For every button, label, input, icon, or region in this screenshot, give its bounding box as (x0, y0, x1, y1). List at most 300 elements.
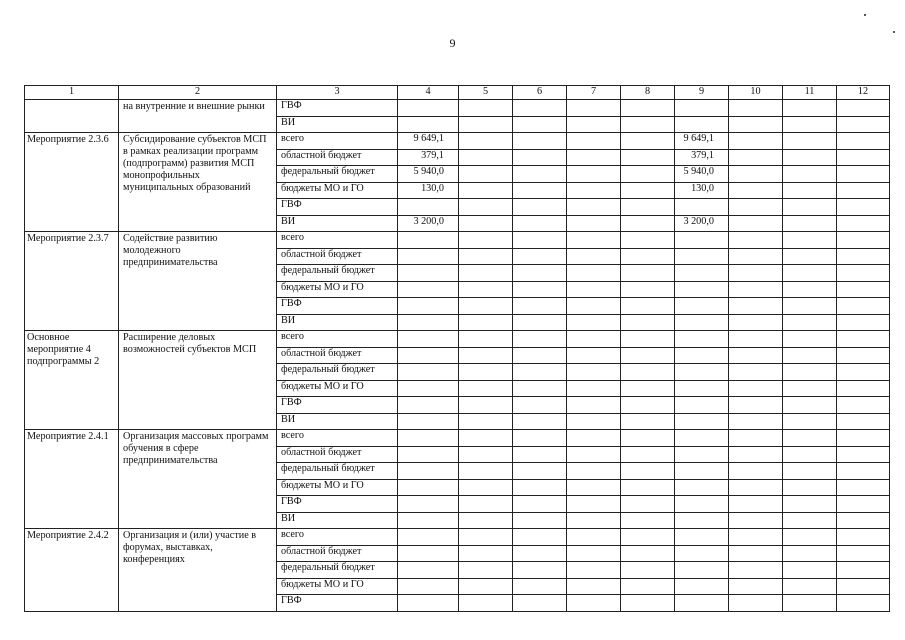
value-cell-col-5 (459, 100, 513, 117)
value-cell-col-12 (837, 380, 890, 397)
value-cell-col-7 (567, 232, 621, 249)
value-cell-col-4 (398, 463, 459, 480)
value-cell-col-5 (459, 479, 513, 496)
value-cell-col-6 (513, 529, 567, 546)
value-cell-col-4 (398, 512, 459, 529)
value-cell-col-9 (675, 463, 729, 480)
value-cell-col-4 (398, 314, 459, 331)
value-cell-col-8 (621, 281, 675, 298)
value-cell-col-11 (783, 430, 837, 447)
value-cell-col-8 (621, 595, 675, 612)
value-cell-col-11 (783, 331, 837, 348)
value-cell-col-11 (783, 364, 837, 381)
value-cell-col-11 (783, 149, 837, 166)
value-cell-col-8 (621, 347, 675, 364)
value-cell-col-12 (837, 182, 890, 199)
value-cell-col-11 (783, 281, 837, 298)
value-cell-col-5 (459, 364, 513, 381)
value-cell-col-6 (513, 463, 567, 480)
value-cell-col-6 (513, 281, 567, 298)
value-cell-col-9 (675, 364, 729, 381)
value-cell-col-6 (513, 413, 567, 430)
value-cell-col-10 (729, 314, 783, 331)
value-cell-col-6 (513, 215, 567, 232)
value-cell-col-10 (729, 446, 783, 463)
measure-cell: Мероприятие 2.4.1 (25, 430, 119, 529)
value-cell-col-4 (398, 397, 459, 414)
value-cell-col-11 (783, 182, 837, 199)
value-cell-col-10 (729, 463, 783, 480)
value-cell-col-10 (729, 430, 783, 447)
funding-source-cell: федеральный бюджет (277, 265, 398, 282)
funding-source-cell: всего (277, 529, 398, 546)
value-cell-col-9 (675, 397, 729, 414)
value-cell-col-12 (837, 314, 890, 331)
value-cell-col-8 (621, 182, 675, 199)
value-cell-col-12 (837, 463, 890, 480)
funding-source-cell: всего (277, 133, 398, 150)
table-row (25, 331, 890, 348)
value-cell-col-7 (567, 364, 621, 381)
value-cell-col-8 (621, 479, 675, 496)
measure-cell (25, 100, 119, 133)
value-cell-col-4 (398, 545, 459, 562)
value-cell-col-8 (621, 463, 675, 480)
value-cell-col-5 (459, 232, 513, 249)
value-cell-col-12 (837, 133, 890, 150)
value-cell-col-10 (729, 100, 783, 117)
value-cell-col-7 (567, 116, 621, 133)
value-cell-col-10 (729, 413, 783, 430)
value-cell-col-10 (729, 166, 783, 183)
value-cell-col-7 (567, 199, 621, 216)
value-cell-col-9 (675, 430, 729, 447)
value-cell-col-9 (675, 479, 729, 496)
value-cell-col-11 (783, 232, 837, 249)
value-cell-col-7 (567, 347, 621, 364)
value-cell-col-5 (459, 347, 513, 364)
funding-source-cell: бюджеты МО и ГО (277, 578, 398, 595)
value-cell-col-12 (837, 529, 890, 546)
value-cell-col-5 (459, 397, 513, 414)
value-cell-col-5 (459, 265, 513, 282)
page-number: 9 (449, 36, 456, 50)
value-cell-col-6 (513, 133, 567, 150)
value-cell-col-10 (729, 116, 783, 133)
value-cell-col-12 (837, 265, 890, 282)
value-cell-col-4 (398, 562, 459, 579)
column-header-9: 9 (675, 86, 729, 100)
value-cell-col-7 (567, 331, 621, 348)
value-cell-col-7 (567, 496, 621, 513)
table-body (25, 100, 890, 612)
value-cell-col-7 (567, 446, 621, 463)
value-cell-col-8 (621, 496, 675, 513)
value-cell-col-7 (567, 215, 621, 232)
value-cell-col-10 (729, 133, 783, 150)
value-cell-col-9 (675, 100, 729, 117)
value-cell-col-6 (513, 347, 567, 364)
value-cell-col-4: 3 200,0 (398, 215, 459, 232)
value-cell-col-12 (837, 116, 890, 133)
funding-source-cell: федеральный бюджет (277, 364, 398, 381)
value-cell-col-9 (675, 446, 729, 463)
value-cell-col-12 (837, 248, 890, 265)
value-cell-col-7 (567, 281, 621, 298)
table-row (25, 133, 890, 150)
funding-source-cell: ГВФ (277, 496, 398, 513)
value-cell-col-11 (783, 133, 837, 150)
value-cell-col-9: 379,1 (675, 149, 729, 166)
value-cell-col-12 (837, 430, 890, 447)
table-row (25, 529, 890, 546)
value-cell-col-6 (513, 512, 567, 529)
value-cell-col-8 (621, 116, 675, 133)
value-cell-col-4 (398, 232, 459, 249)
funding-source-cell: ГВФ (277, 199, 398, 216)
value-cell-col-8 (621, 364, 675, 381)
column-header-7: 7 (567, 86, 621, 100)
value-cell-col-7 (567, 100, 621, 117)
value-cell-col-8 (621, 529, 675, 546)
value-cell-col-4 (398, 529, 459, 546)
value-cell-col-8 (621, 199, 675, 216)
table-row (25, 430, 890, 447)
value-cell-col-6 (513, 248, 567, 265)
value-cell-col-12 (837, 446, 890, 463)
value-cell-col-9 (675, 529, 729, 546)
value-cell-col-11 (783, 595, 837, 612)
funding-source-cell: всего (277, 232, 398, 249)
value-cell-col-8 (621, 545, 675, 562)
value-cell-col-10 (729, 182, 783, 199)
value-cell-col-9: 130,0 (675, 182, 729, 199)
value-cell-col-5 (459, 430, 513, 447)
value-cell-col-4 (398, 281, 459, 298)
value-cell-col-9 (675, 265, 729, 282)
column-header-3: 3 (277, 86, 398, 100)
value-cell-col-7 (567, 529, 621, 546)
description-cell: Субсидирование субъектов МСП в рамках реализации программ (подпрограмм) развития МСП монопрофильных муниципальных образований (119, 133, 277, 232)
value-cell-col-11 (783, 215, 837, 232)
measure-cell: Мероприятие 2.3.6 (25, 133, 119, 232)
measure-cell: Мероприятие 2.4.2 (25, 529, 119, 612)
value-cell-col-12 (837, 562, 890, 579)
value-cell-col-8 (621, 298, 675, 315)
value-cell-col-4: 9 649,1 (398, 133, 459, 150)
value-cell-col-4 (398, 347, 459, 364)
value-cell-col-11 (783, 314, 837, 331)
value-cell-col-10 (729, 562, 783, 579)
funding-source-cell: всего (277, 430, 398, 447)
value-cell-col-12 (837, 298, 890, 315)
value-cell-col-5 (459, 413, 513, 430)
funding-source-cell: ГВФ (277, 100, 398, 117)
value-cell-col-4 (398, 331, 459, 348)
value-cell-col-6 (513, 479, 567, 496)
funding-source-cell: областной бюджет (277, 446, 398, 463)
value-cell-col-8 (621, 166, 675, 183)
value-cell-col-4: 130,0 (398, 182, 459, 199)
column-header-11: 11 (783, 86, 837, 100)
column-header-12: 12 (837, 86, 890, 100)
value-cell-col-11 (783, 347, 837, 364)
funding-source-cell: ВИ (277, 215, 398, 232)
value-cell-col-9 (675, 578, 729, 595)
value-cell-col-7 (567, 298, 621, 315)
value-cell-col-7 (567, 265, 621, 282)
funding-source-cell: областной бюджет (277, 149, 398, 166)
value-cell-col-10 (729, 479, 783, 496)
value-cell-col-12 (837, 496, 890, 513)
value-cell-col-12 (837, 595, 890, 612)
value-cell-col-4 (398, 595, 459, 612)
value-cell-col-7 (567, 314, 621, 331)
value-cell-col-6 (513, 430, 567, 447)
value-cell-col-9 (675, 595, 729, 612)
funding-source-cell: федеральный бюджет (277, 562, 398, 579)
value-cell-col-6 (513, 562, 567, 579)
value-cell-col-11 (783, 116, 837, 133)
value-cell-col-11 (783, 496, 837, 513)
value-cell-col-4 (398, 199, 459, 216)
funding-source-cell: ВИ (277, 413, 398, 430)
funding-source-cell: федеральный бюджет (277, 463, 398, 480)
value-cell-col-7 (567, 562, 621, 579)
value-cell-col-4 (398, 413, 459, 430)
value-cell-col-11 (783, 545, 837, 562)
value-cell-col-9 (675, 347, 729, 364)
value-cell-col-5 (459, 149, 513, 166)
value-cell-col-6 (513, 199, 567, 216)
value-cell-col-7 (567, 397, 621, 414)
value-cell-col-8 (621, 331, 675, 348)
value-cell-col-9 (675, 298, 729, 315)
value-cell-col-6 (513, 265, 567, 282)
value-cell-col-6 (513, 298, 567, 315)
value-cell-col-10 (729, 232, 783, 249)
value-cell-col-4: 379,1 (398, 149, 459, 166)
column-number-row (25, 86, 890, 100)
value-cell-col-4 (398, 248, 459, 265)
value-cell-col-6 (513, 232, 567, 249)
value-cell-col-5 (459, 545, 513, 562)
value-cell-col-9: 9 649,1 (675, 133, 729, 150)
value-cell-col-9 (675, 496, 729, 513)
value-cell-col-7 (567, 463, 621, 480)
value-cell-col-11 (783, 248, 837, 265)
value-cell-col-9 (675, 562, 729, 579)
value-cell-col-8 (621, 100, 675, 117)
value-cell-col-5 (459, 463, 513, 480)
value-cell-col-12 (837, 397, 890, 414)
value-cell-col-6 (513, 446, 567, 463)
value-cell-col-10 (729, 545, 783, 562)
value-cell-col-6 (513, 380, 567, 397)
description-cell: Организация и (или) участие в форумах, выставках, конференциях (119, 529, 277, 612)
value-cell-col-10 (729, 347, 783, 364)
value-cell-col-8 (621, 133, 675, 150)
value-cell-col-7 (567, 430, 621, 447)
value-cell-col-12 (837, 512, 890, 529)
value-cell-col-5 (459, 562, 513, 579)
funding-source-cell: ГВФ (277, 595, 398, 612)
value-cell-col-11 (783, 446, 837, 463)
value-cell-col-6 (513, 100, 567, 117)
value-cell-col-6 (513, 578, 567, 595)
column-header-8: 8 (621, 86, 675, 100)
value-cell-col-5 (459, 298, 513, 315)
description-cell: Содействие развитию молодежного предпринимательства (119, 232, 277, 331)
value-cell-col-12 (837, 232, 890, 249)
column-header-1: 1 (25, 86, 119, 100)
value-cell-col-9 (675, 380, 729, 397)
value-cell-col-12 (837, 545, 890, 562)
table-row (25, 232, 890, 249)
value-cell-col-8 (621, 248, 675, 265)
value-cell-col-8 (621, 562, 675, 579)
value-cell-col-10 (729, 149, 783, 166)
value-cell-col-4 (398, 298, 459, 315)
value-cell-col-7 (567, 182, 621, 199)
value-cell-col-8 (621, 446, 675, 463)
value-cell-col-11 (783, 413, 837, 430)
value-cell-col-5 (459, 314, 513, 331)
value-cell-col-4 (398, 100, 459, 117)
value-cell-col-12 (837, 479, 890, 496)
value-cell-col-5 (459, 281, 513, 298)
value-cell-col-10 (729, 380, 783, 397)
scan-speck (893, 31, 895, 33)
description-cell: Расширение деловых возможностей субъектов МСП (119, 331, 277, 430)
funding-source-cell: областной бюджет (277, 248, 398, 265)
funding-source-cell: областной бюджет (277, 347, 398, 364)
value-cell-col-4 (398, 364, 459, 381)
value-cell-col-4 (398, 479, 459, 496)
value-cell-col-5 (459, 529, 513, 546)
value-cell-col-5 (459, 380, 513, 397)
value-cell-col-11 (783, 166, 837, 183)
value-cell-col-5 (459, 248, 513, 265)
funding-source-cell: бюджеты МО и ГО (277, 182, 398, 199)
value-cell-col-8 (621, 232, 675, 249)
value-cell-col-11 (783, 463, 837, 480)
funding-source-cell: федеральный бюджет (277, 166, 398, 183)
value-cell-col-9 (675, 512, 729, 529)
scan-speck (864, 14, 866, 16)
value-cell-col-4 (398, 380, 459, 397)
funding-source-cell: бюджеты МО и ГО (277, 281, 398, 298)
value-cell-col-10 (729, 248, 783, 265)
value-cell-col-12 (837, 215, 890, 232)
value-cell-col-9 (675, 232, 729, 249)
measure-cell: Основное мероприятие 4 подпрограммы 2 (25, 331, 119, 430)
value-cell-col-9 (675, 545, 729, 562)
value-cell-col-4 (398, 496, 459, 513)
value-cell-col-6 (513, 149, 567, 166)
value-cell-col-10 (729, 199, 783, 216)
value-cell-col-5 (459, 166, 513, 183)
value-cell-col-4 (398, 116, 459, 133)
value-cell-col-8 (621, 413, 675, 430)
value-cell-col-12 (837, 364, 890, 381)
value-cell-col-11 (783, 562, 837, 579)
value-cell-col-9 (675, 413, 729, 430)
funding-source-cell: ГВФ (277, 298, 398, 315)
column-header-2: 2 (119, 86, 277, 100)
value-cell-col-5 (459, 595, 513, 612)
value-cell-col-8 (621, 215, 675, 232)
funding-source-cell: ВИ (277, 314, 398, 331)
value-cell-col-12 (837, 331, 890, 348)
value-cell-col-8 (621, 265, 675, 282)
value-cell-col-6 (513, 331, 567, 348)
value-cell-col-11 (783, 298, 837, 315)
column-header-4: 4 (398, 86, 459, 100)
value-cell-col-10 (729, 496, 783, 513)
value-cell-col-12 (837, 281, 890, 298)
value-cell-col-9 (675, 199, 729, 216)
value-cell-col-9: 3 200,0 (675, 215, 729, 232)
value-cell-col-7 (567, 380, 621, 397)
value-cell-col-6 (513, 595, 567, 612)
value-cell-col-6 (513, 397, 567, 414)
value-cell-col-10 (729, 298, 783, 315)
value-cell-col-10 (729, 529, 783, 546)
value-cell-col-5 (459, 496, 513, 513)
value-cell-col-4 (398, 430, 459, 447)
funding-source-cell: бюджеты МО и ГО (277, 380, 398, 397)
value-cell-col-12 (837, 100, 890, 117)
value-cell-col-9 (675, 314, 729, 331)
value-cell-col-10 (729, 512, 783, 529)
value-cell-col-9: 5 940,0 (675, 166, 729, 183)
value-cell-col-10 (729, 397, 783, 414)
value-cell-col-7 (567, 413, 621, 430)
value-cell-col-6 (513, 166, 567, 183)
measure-cell: Мероприятие 2.3.7 (25, 232, 119, 331)
value-cell-col-4: 5 940,0 (398, 166, 459, 183)
funding-source-cell: всего (277, 331, 398, 348)
value-cell-col-4 (398, 265, 459, 282)
value-cell-col-9 (675, 281, 729, 298)
value-cell-col-7 (567, 166, 621, 183)
value-cell-col-8 (621, 314, 675, 331)
value-cell-col-10 (729, 595, 783, 612)
value-cell-col-12 (837, 166, 890, 183)
value-cell-col-12 (837, 199, 890, 216)
value-cell-col-8 (621, 578, 675, 595)
value-cell-col-5 (459, 182, 513, 199)
value-cell-col-7 (567, 133, 621, 150)
value-cell-col-11 (783, 100, 837, 117)
value-cell-col-5 (459, 199, 513, 216)
value-cell-col-10 (729, 265, 783, 282)
value-cell-col-11 (783, 397, 837, 414)
value-cell-col-10 (729, 215, 783, 232)
table-row (25, 100, 890, 117)
funding-source-cell: ГВФ (277, 397, 398, 414)
value-cell-col-8 (621, 149, 675, 166)
value-cell-col-9 (675, 248, 729, 265)
value-cell-col-9 (675, 116, 729, 133)
funding-source-cell: ВИ (277, 116, 398, 133)
value-cell-col-10 (729, 281, 783, 298)
value-cell-col-12 (837, 578, 890, 595)
column-header-6: 6 (513, 86, 567, 100)
value-cell-col-6 (513, 496, 567, 513)
funding-source-cell: ВИ (277, 512, 398, 529)
